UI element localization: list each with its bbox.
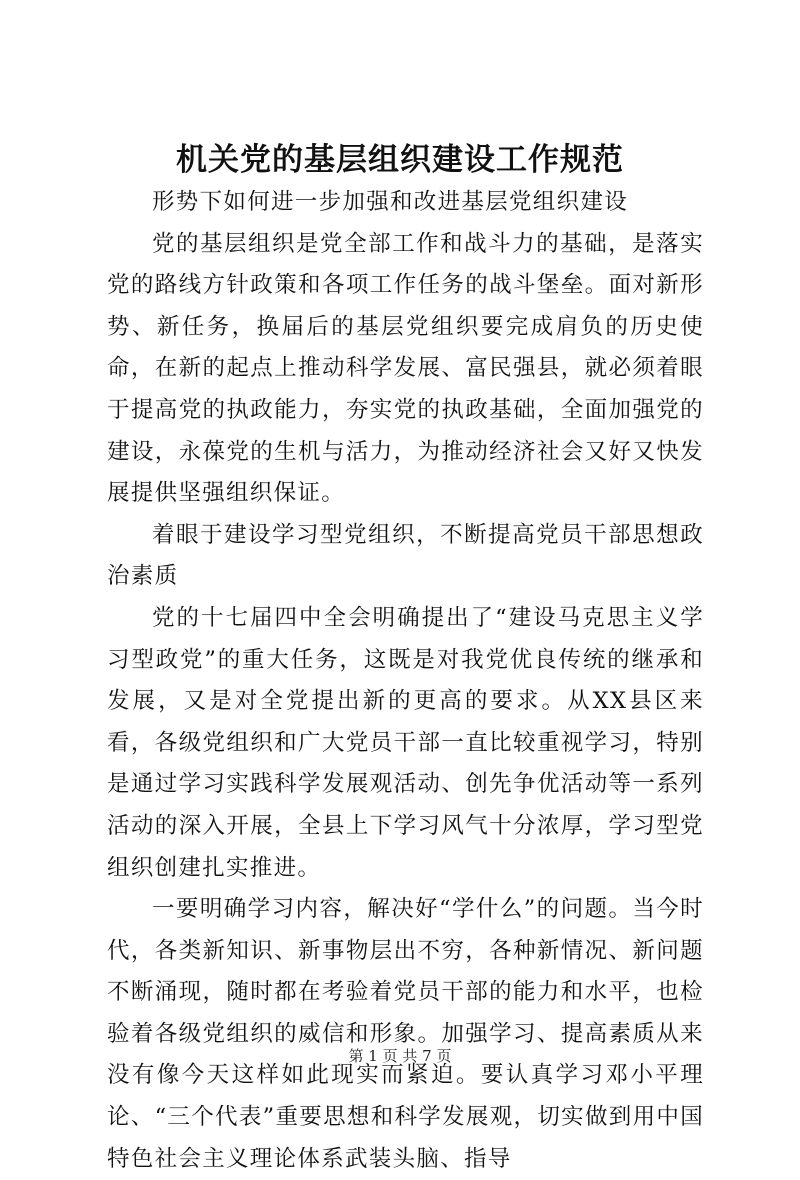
paragraph-subtitle: 形势下如何进一步加强和改进基层党组织建设: [152, 189, 629, 215]
page-number-footer: 第 1 页 共 7 页: [348, 1047, 452, 1065]
paragraph-intro: 党的基层组织是党全部工作和战斗力的基础，是落实党的路线方针政策和各项工作任务的战斗堡垒。面对新形势、新任务，换届后的基层党组织要完成肩负的历史使命，在新的起点上推动科学发展、富民强县，就必须着眼于提高党的执政能力，夯实党的执政基础，全面加强党的建设，永葆党的生机与活力，为推动经济社会又好又快发展提供坚强组织保证。: [107, 230, 704, 507]
paragraph-learning-party: 党的十七届四中全会明确提出了“建设马克思主义学习型政党”的重大任务，这既是对我党优良传统的继承和发展，又是对全党提出新的更高的要求。从XX县区来看，各级党组织和广大党员干部一直比较重视学习，特别是通过学习实践科学发展观活动、创先争优活动等一系列活动的深入开展，全县上下学习风气十分浓厚，学习型党组织创建扎实推进。: [107, 604, 704, 881]
document-body: [107, 182, 704, 1180]
paragraph-section-heading: 着眼于建设学习型党组织，不断提高党员干部思想政治素质: [107, 521, 704, 590]
paragraph-learning-content: 一要明确学习内容，解决好“学什么”的问题。当今时代，各类新知识、新事物层出不穷，各种新情况、新问题不断涌现，随时都在考验着党员干部的能力和水平，也检验着各级党组织的威信和形象。加强学习、提高素质从来没有像今天这样如此现实而紧迫。要认真学习邓小平理论、“三个代表”重要思想和科学发展观，切实做到用中国特色社会主义理论体系武装头脑、指导: [107, 896, 704, 1172]
document-title: 机关党的基层组织建设工作规范: [176, 142, 624, 178]
